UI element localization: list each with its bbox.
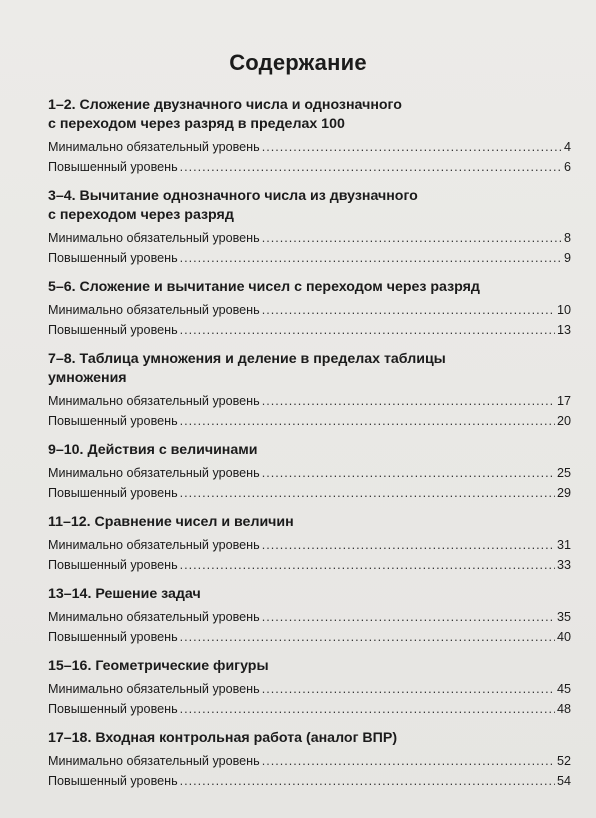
- toc-entry: [48, 699, 571, 719]
- dot-leader: [262, 300, 555, 320]
- toc-section: [48, 513, 571, 575]
- toc-section: [48, 187, 571, 268]
- section-title-line: 11–12. Сравнение чисел и величин: [48, 514, 294, 530]
- entry-label: Повышенный уровень: [48, 558, 178, 572]
- page-number: 40: [556, 630, 571, 644]
- toc-entry: [48, 483, 571, 503]
- toc-section: [48, 350, 571, 431]
- entry-label: Повышенный уровень: [48, 323, 178, 337]
- dot-leader: [262, 228, 562, 248]
- toc-entry: [48, 300, 571, 320]
- page-title: Содержание: [229, 50, 367, 75]
- dot-leader: [262, 535, 555, 555]
- dot-leader: [262, 751, 555, 771]
- page-number: 10: [556, 303, 571, 317]
- page-number: 17: [556, 394, 571, 408]
- dot-leader: [262, 137, 562, 157]
- section-title-line: с переходом через разряд в пределах 100: [48, 116, 345, 132]
- section-title-line: 9–10. Действия с величинами: [48, 442, 258, 458]
- entry-label: Минимально обязательный уровень: [48, 610, 260, 624]
- dot-leader: [262, 679, 555, 699]
- section-title-line: с переходом через разряд: [48, 207, 234, 223]
- entry-label: Минимально обязательный уровень: [48, 466, 260, 480]
- entry-label: Повышенный уровень: [48, 774, 178, 788]
- section-title-line: 3–4. Вычитание однозначного числа из двузначного: [48, 188, 418, 204]
- dot-leader: [180, 157, 562, 177]
- entry-label: Повышенный уровень: [48, 414, 178, 428]
- entry-label: Минимально обязательный уровень: [48, 682, 260, 696]
- page-number: 4: [563, 140, 571, 154]
- page-number: 48: [556, 702, 571, 716]
- page-number: 25: [556, 466, 571, 480]
- dot-leader: [180, 320, 555, 340]
- page-number: 45: [556, 682, 571, 696]
- toc-entry: [48, 137, 571, 157]
- toc-entry: [48, 157, 571, 177]
- section-title: [48, 441, 571, 460]
- entry-label: Минимально обязательный уровень: [48, 303, 260, 317]
- section-title: [48, 513, 571, 532]
- entry-label: Минимально обязательный уровень: [48, 140, 260, 154]
- page-number: 31: [556, 538, 571, 552]
- section-title: [48, 729, 571, 748]
- section-title: [48, 278, 571, 297]
- entry-label: Повышенный уровень: [48, 702, 178, 716]
- dot-leader: [180, 411, 555, 431]
- toc-section: [48, 585, 571, 647]
- page-number: 54: [556, 774, 571, 788]
- toc-entry: [48, 463, 571, 483]
- entry-label: Минимально обязательный уровень: [48, 394, 260, 408]
- dot-leader: [262, 607, 555, 627]
- page-number: 6: [563, 160, 571, 174]
- toc-section: [48, 729, 571, 791]
- section-title: [48, 657, 571, 676]
- section-title-line: умножения: [48, 370, 127, 386]
- page-number: 29: [556, 486, 571, 500]
- section-title-line: 5–6. Сложение и вычитание чисел с переходом через разряд: [48, 279, 480, 295]
- toc-entry: [48, 771, 571, 791]
- dot-leader: [180, 248, 562, 268]
- dot-leader: [180, 627, 555, 647]
- table-of-contents: [48, 96, 571, 801]
- toc-entry: [48, 411, 571, 431]
- entry-label: Повышенный уровень: [48, 630, 178, 644]
- page-number: 35: [556, 610, 571, 624]
- section-title-line: 13–14. Решение задач: [48, 586, 201, 602]
- toc-entry: [48, 391, 571, 411]
- section-title: [48, 96, 571, 134]
- page-number: 20: [556, 414, 571, 428]
- toc-section: [48, 278, 571, 340]
- section-title: [48, 187, 571, 225]
- page-number: 52: [556, 754, 571, 768]
- toc-section: [48, 96, 571, 177]
- toc-entry: [48, 627, 571, 647]
- toc-entry: [48, 607, 571, 627]
- toc-section: [48, 657, 571, 719]
- entry-label: Минимально обязательный уровень: [48, 754, 260, 768]
- toc-entry: [48, 248, 571, 268]
- dot-leader: [180, 699, 555, 719]
- section-title: [48, 585, 571, 604]
- toc-entry: [48, 535, 571, 555]
- section-title-line: 17–18. Входная контрольная работа (аналог ВПР): [48, 730, 398, 746]
- section-title-line: 1–2. Сложение двузначного числа и однозначного: [48, 97, 402, 113]
- entry-label: Минимально обязательный уровень: [48, 231, 260, 245]
- toc-entry: [48, 228, 571, 248]
- page-number: 33: [556, 558, 571, 572]
- toc-section: [48, 441, 571, 503]
- dot-leader: [180, 771, 555, 791]
- page-number: 8: [563, 231, 571, 245]
- toc-entry: [48, 751, 571, 771]
- entry-label: Минимально обязательный уровень: [48, 538, 260, 552]
- page-number: 13: [556, 323, 571, 337]
- toc-entry: [48, 555, 571, 575]
- section-title: [48, 350, 571, 388]
- dot-leader: [180, 483, 555, 503]
- toc-entry: [48, 679, 571, 699]
- entry-label: Повышенный уровень: [48, 251, 178, 265]
- toc-entry: [48, 320, 571, 340]
- dot-leader: [180, 555, 555, 575]
- entry-label: Повышенный уровень: [48, 486, 178, 500]
- page-number: 9: [563, 251, 571, 265]
- entry-label: Повышенный уровень: [48, 160, 178, 174]
- section-title-line: 15–16. Геометрические фигуры: [48, 658, 269, 674]
- dot-leader: [262, 391, 555, 411]
- section-title-line: 7–8. Таблица умножения и деление в пределах таблицы: [48, 351, 446, 367]
- dot-leader: [262, 463, 555, 483]
